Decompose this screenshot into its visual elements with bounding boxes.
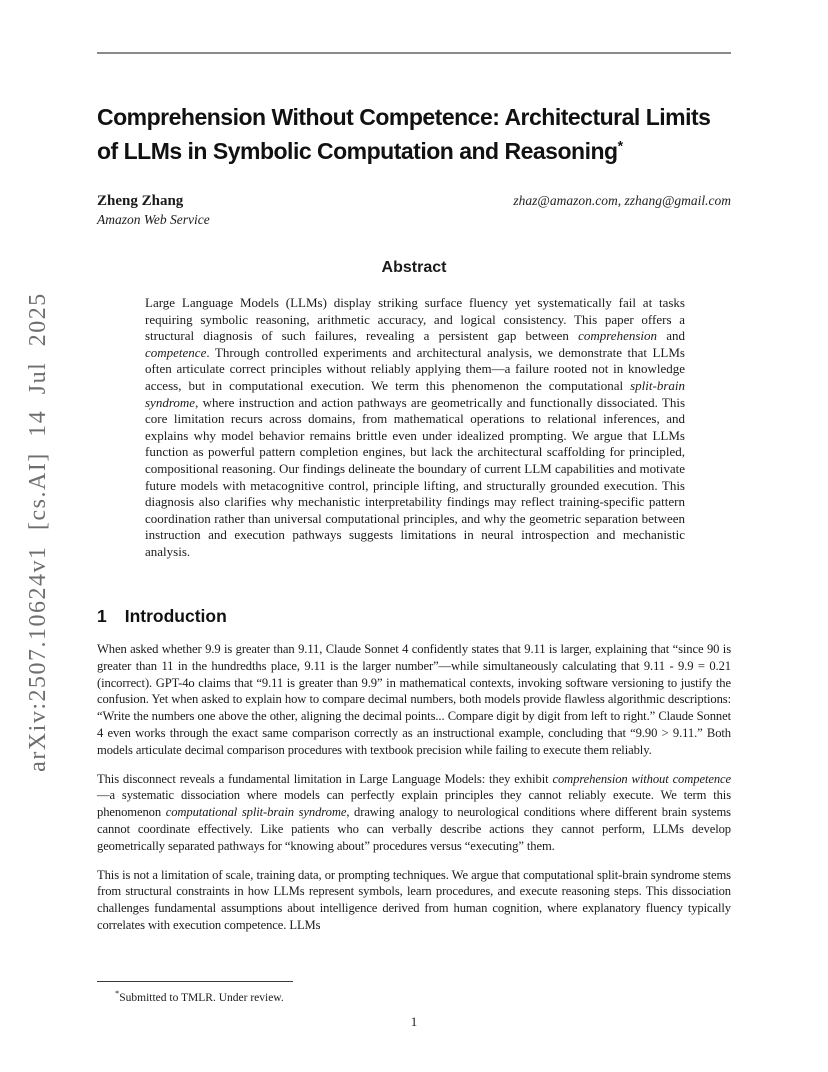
page-number: 1 xyxy=(410,1014,418,1029)
section-number: 1 xyxy=(97,606,107,626)
abstract-text: Large Language Models (LLMs) display striking surface fluency yet systematically fail at tasks requiring symbolic reasoning, arithmetic accuracy, and logical consistency. This paper offers a structural diagnosis of such failures, revealing a persistent gap between comprehension and competence. Through controlled experiments and architectural analysis, we demonstrate that LLMs often articulate correct principles without reliably applying them—a failure rooted not in knowledge access, but in computational execution. We term this phenomenon the computational split-brain syndrome, where instruction and action pathways are geometrically and functionally dissociated. This core limitation recurs across domains, from mathematical operations to relational inferences, and explains why model behavior remains brittle even under idealized prompting. We argue that LLMs function as powerful pattern completion engines, but lack the architectural scaffolding for principled, compositional reasoning. Our findings delineate the boundary of current LLM capabilities and motivate future models with metacognitive control, principle lifting, and structurally grounded execution. This diagnosis also clarifies why mechanistic interpretability findings may reflect training-specific pattern coordination rather than universal computational principles, and why the geometric separation between instruction and execution pathways suggests limitations in neural introspection and mechanistic analysis. xyxy=(145,295,685,559)
footnote xyxy=(97,986,731,1005)
title-footnote-marker: * xyxy=(617,137,623,154)
footnote-rule xyxy=(97,981,293,982)
author-affiliation: Amazon Web Service xyxy=(97,212,210,227)
header-rule xyxy=(97,52,731,54)
arxiv-vertical-stamp: arXiv:2507.10624v1 [cs.AI] 14 Jul 2025 xyxy=(25,292,51,772)
author-row xyxy=(97,193,731,210)
intro-paragraph-3: This is not a limitation of scale, training data, or prompting techniques. We argue that computational split-brain syndrome stems from structural constraints in how LLMs represent symbols, learn procedures, and execute reasoning steps. This dissociation challenges fundamental assumptions about intelligence derived from human cognition, where explanatory fluency typically correlates with execution competence. LLMs xyxy=(97,867,731,932)
author-emails: zhaz@amazon.com, zzhang@gmail.com xyxy=(513,193,731,208)
intro-paragraph-1: When asked whether 9.9 is greater than 9.11, Claude Sonnet 4 confidently states that 9.11 is larger, explaining that “since 90 is greater than 11 in the hundredths place, 9.11 is the larger number”—while simultaneously calculating that 9.11 - 9.9 = 0.21 (incorrect). GPT-4o claims that “9.11 is greater than 9.9” in mathematical contexts, invoking software versioning to justify the confusion. Yet when asked to explain how to compare decimal numbers, both models provide flawless algorithmic descriptions: “Write the numbers one above the other, aligning the decimal points... Compare digit by digit from left to right.” Claude Sonnet 4 even works through the exact same comparison correctly as an instructional example, concluding that “9.90 > 9.11.” Both models articulate decimal comparison procedures with textbook precision while failing to execute them reliably. xyxy=(97,642,731,757)
paper-title xyxy=(97,100,737,168)
author-name: Zheng Zhang xyxy=(97,193,184,209)
intro-paragraph-2: This disconnect reveals a fundamental limitation in Large Language Models: they exhibit comprehension without competence—a systematic dissociation where models can perfectly explain principles they cannot reliably execute. We term this phenomenon computational split-brain syndrome, drawing analogy to neurological conditions where different brain systems cannot coordinate effectively. Like patients who can verbally describe actions they cannot perform, LLMs develop geometrically separated pathways for “knowing about” procedures versus “executing” them. xyxy=(97,771,732,853)
section-title: Introduction xyxy=(124,606,227,626)
section-heading-introduction xyxy=(97,606,227,627)
introduction-body xyxy=(97,641,731,946)
paper-title-line1: Comprehension Without Competence: Architectural Limits xyxy=(97,104,711,130)
footnote-marker: * xyxy=(115,988,120,998)
footnote-text: Submitted to TMLR. Under review. xyxy=(119,991,284,1004)
abstract-heading: Abstract xyxy=(381,259,447,276)
paper-title-line2-text: of LLMs in Symbolic Computation and Reasoning xyxy=(97,138,618,164)
paper-title-line2 xyxy=(97,134,737,168)
